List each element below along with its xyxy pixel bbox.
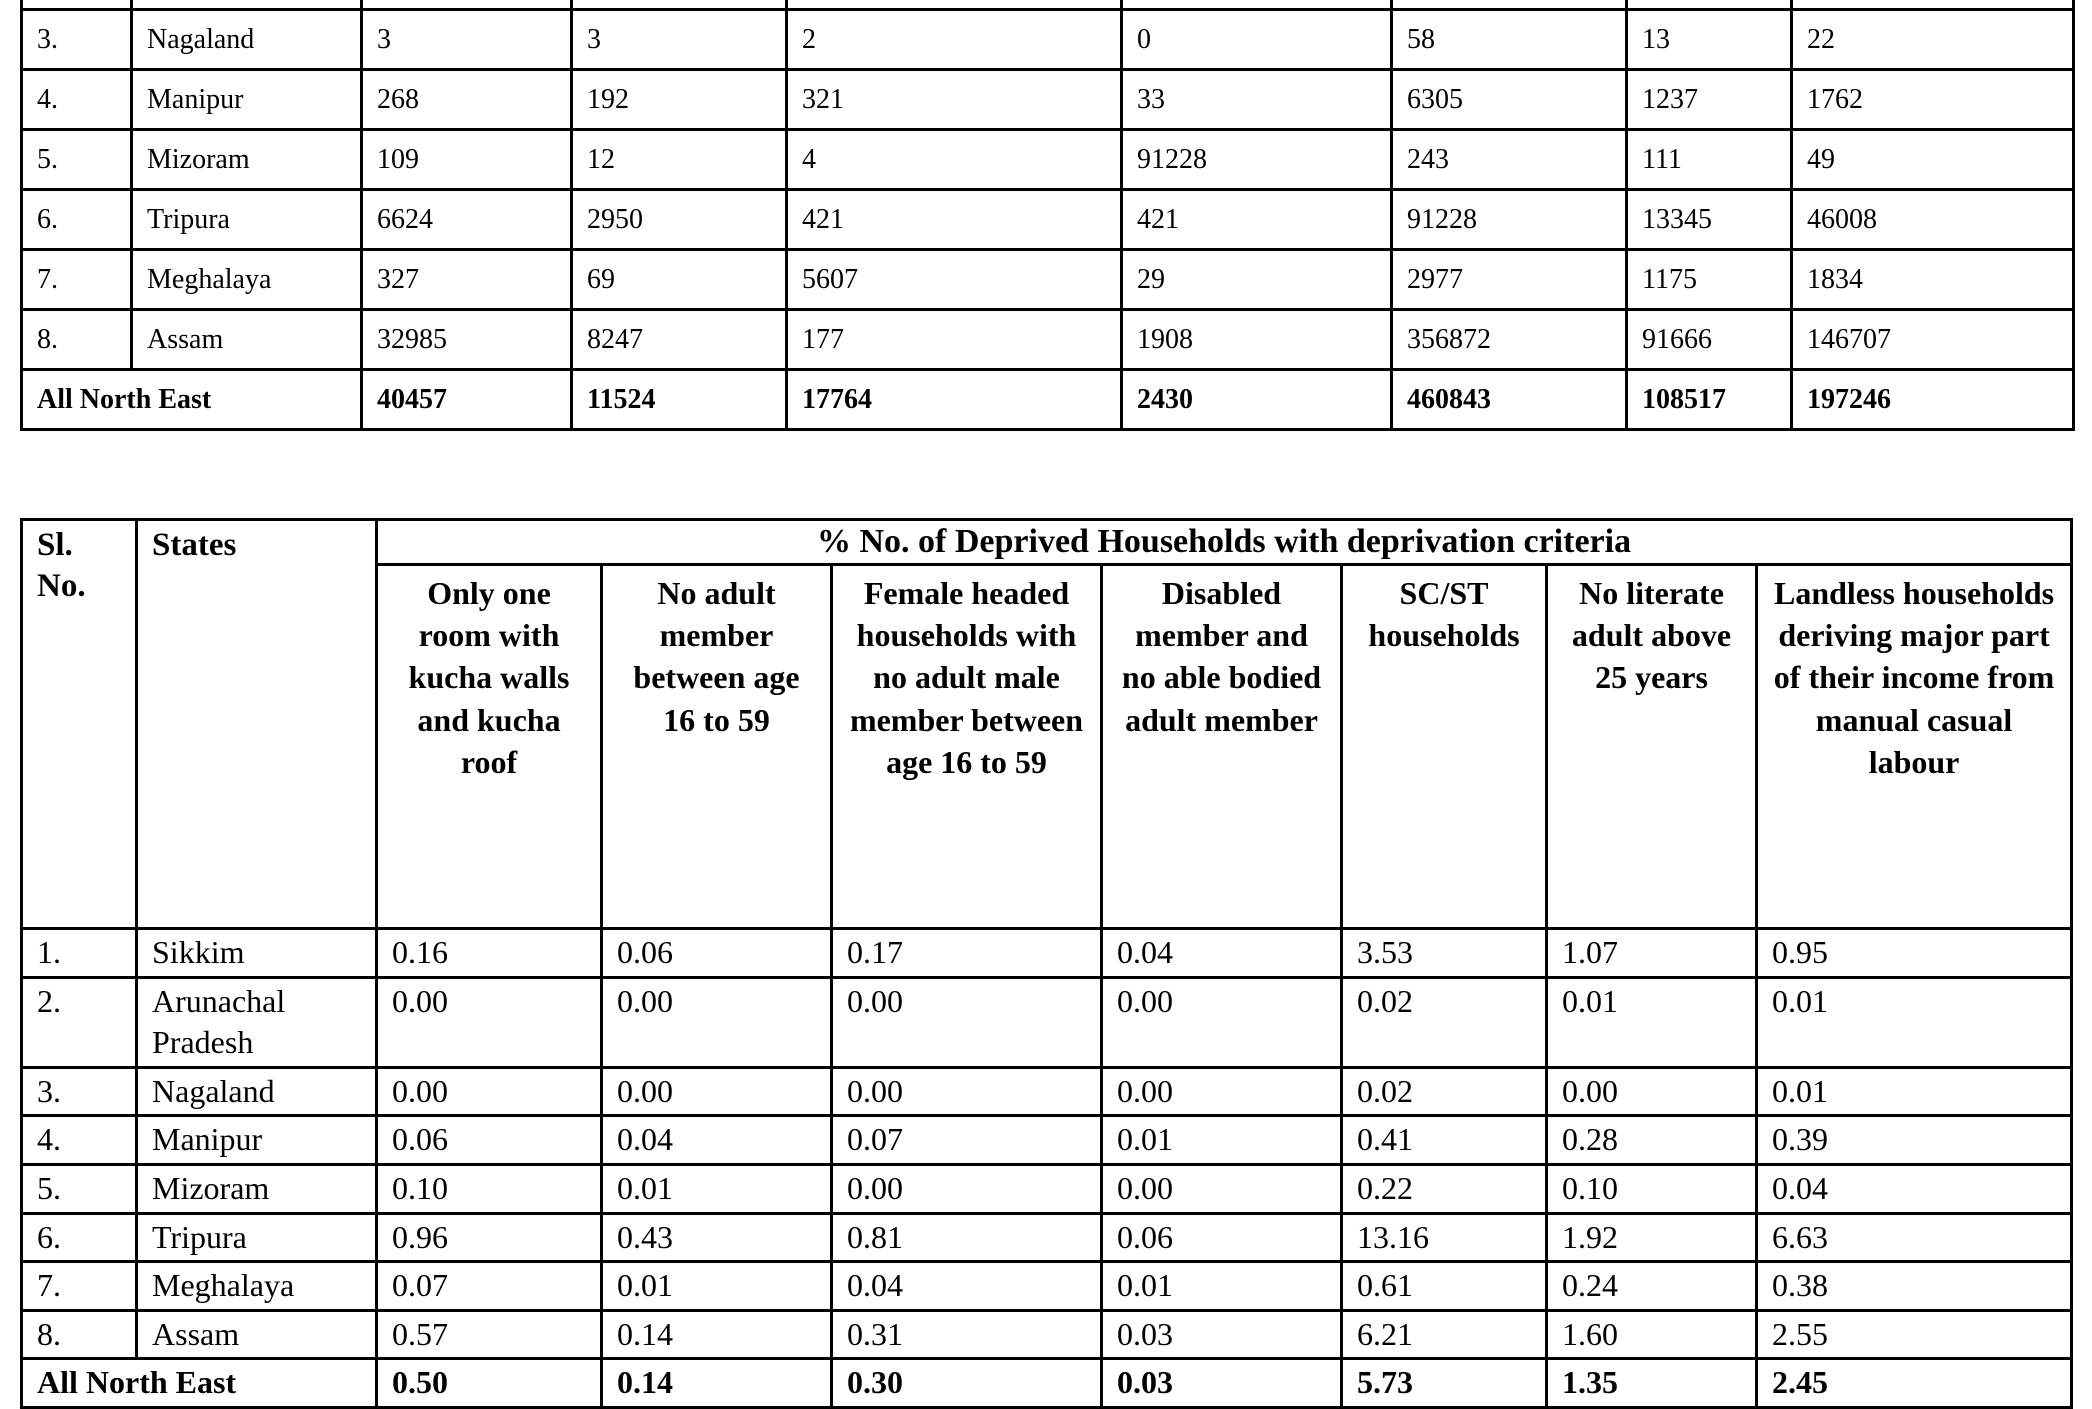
header-criterion-sc-st: SC/ST households [1342,565,1547,929]
table-row [22,1164,2072,1213]
row-value-cell: 2.55 [1757,1310,2072,1359]
clipped-partial-row [22,0,2074,10]
lower-table-section [20,518,2073,1409]
row-value-cell: 6.63 [1757,1213,2072,1262]
row-value-cell: 0.01 [1102,1262,1342,1311]
row-value-cell: 1762 [1792,70,2074,130]
row-value-cell: 0 [1122,10,1392,70]
row-state-name: Nagaland [132,10,362,70]
row-value-cell: 5607 [787,250,1122,310]
row-value-cell: 0.50 [377,1359,602,1408]
row-value-cell: 0.10 [377,1164,602,1213]
row-value-cell: 0.01 [1757,1067,2072,1116]
row-value-cell: 177 [787,310,1122,370]
row-value-cell: 4 [787,130,1122,190]
header-criterion-one-room-kucha: Only one room with kucha walls and kucha roof [377,565,602,929]
row-state-name: Tripura [137,1213,377,1262]
row-value-cell: 13 [1627,10,1792,70]
row-sl-no: 7. [22,1262,137,1311]
row-state-name: Arunachal Pradesh [137,977,377,1067]
row-state-name: Tripura [132,190,362,250]
table1-body [22,0,2074,430]
row-value-cell: 0.03 [1102,1359,1342,1408]
row-state-name: Assam [137,1310,377,1359]
row-value-cell: 1.92 [1547,1213,1757,1262]
row-value-cell: 0.06 [377,1116,602,1165]
row-value-cell: 1834 [1792,250,2074,310]
header-sl-no: Sl. No. [22,520,137,929]
table-total-row [22,1359,2072,1408]
row-value-cell: 0.61 [1342,1262,1547,1311]
row-value-cell: 0.16 [377,929,602,978]
row-value-cell: 3.53 [1342,929,1547,978]
row-value-cell: 0.22 [1342,1164,1547,1213]
row-value-cell: 2 [787,10,1122,70]
table-row [22,977,2072,1067]
row-value-cell: 0.57 [377,1310,602,1359]
table-row [22,130,2074,190]
row-value-cell: 13345 [1627,190,1792,250]
row-value-cell: 0.10 [1547,1164,1757,1213]
table-row [22,190,2074,250]
row-value-cell: 0.00 [1547,1067,1757,1116]
header-span-title: % No. of Deprived Households with deprivation criteria [377,520,2072,565]
row-value-cell: 2977 [1392,250,1627,310]
row-value-cell: 0.14 [602,1359,832,1408]
row-value-cell: 243 [1392,130,1627,190]
table-row [22,250,2074,310]
row-value-cell: 0.02 [1342,977,1547,1067]
row-state-name: Manipur [137,1116,377,1165]
row-sl-no: 7. [22,250,132,310]
row-state-name: Mizoram [137,1164,377,1213]
row-value-cell: 1175 [1627,250,1792,310]
row-value-cell: 13.16 [1342,1213,1547,1262]
row-sl-no: 2. [22,977,137,1067]
table-row [22,70,2074,130]
table-row [22,1310,2072,1359]
table-row [22,310,2074,370]
row-value-cell: 40457 [362,370,572,430]
row-value-cell: 0.00 [1102,1164,1342,1213]
table-row [22,1262,2072,1311]
row-value-cell: 3 [572,10,787,70]
upper-table-section [20,0,2075,431]
row-value-cell: 0.07 [377,1262,602,1311]
row-value-cell: 0.41 [1342,1116,1547,1165]
deprived-households-count-table [20,0,2075,431]
row-value-cell: 6305 [1392,70,1627,130]
row-value-cell: 12 [572,130,787,190]
deprived-households-percentage-table [20,518,2073,1409]
row-sl-no: 8. [22,310,132,370]
row-value-cell: 69 [572,250,787,310]
row-value-cell: 2430 [1122,370,1392,430]
row-value-cell: 0.14 [602,1310,832,1359]
clipped-cell [1627,0,1792,10]
row-total-label: All North East [22,370,362,430]
row-value-cell: 0.02 [1342,1067,1547,1116]
row-sl-no: 1. [22,929,137,978]
row-value-cell: 49 [1792,130,2074,190]
clipped-cell [572,0,787,10]
row-value-cell: 0.01 [1102,1116,1342,1165]
row-total-label: All North East [22,1359,377,1408]
row-value-cell: 1.07 [1547,929,1757,978]
header-states: States [137,520,377,929]
header-criterion-female-headed: Female headed households with no adult male member between age 16 to 59 [832,565,1102,929]
row-value-cell: 421 [787,190,1122,250]
row-value-cell: 146707 [1792,310,2074,370]
row-sl-no: 5. [22,1164,137,1213]
row-sl-no: 8. [22,1310,137,1359]
clipped-cell [787,0,1122,10]
row-value-cell: 0.43 [602,1213,832,1262]
row-value-cell: 1.60 [1547,1310,1757,1359]
row-state-name: Mizoram [132,130,362,190]
table2-header-row-1 [22,520,2072,565]
table2-header [22,520,2072,929]
row-value-cell: 6.21 [1342,1310,1547,1359]
row-sl-no: 6. [22,1213,137,1262]
row-value-cell: 0.01 [1547,977,1757,1067]
row-value-cell: 2.45 [1757,1359,2072,1408]
row-value-cell: 0.96 [377,1213,602,1262]
table-total-row [22,370,2074,430]
clipped-cell [1392,0,1627,10]
row-sl-no: 4. [22,1116,137,1165]
row-value-cell: 91228 [1122,130,1392,190]
row-value-cell: 0.28 [1547,1116,1757,1165]
header-criterion-disabled-member: Disabled member and no able bodied adult member [1102,565,1342,929]
row-value-cell: 0.00 [1102,977,1342,1067]
row-value-cell: 0.00 [832,1164,1102,1213]
row-value-cell: 29 [1122,250,1392,310]
row-value-cell: 0.31 [832,1310,1102,1359]
row-state-name: Meghalaya [137,1262,377,1311]
row-value-cell: 1237 [1627,70,1792,130]
row-value-cell: 197246 [1792,370,2074,430]
row-value-cell: 460843 [1392,370,1627,430]
row-value-cell: 421 [1122,190,1392,250]
row-value-cell: 0.03 [1102,1310,1342,1359]
row-value-cell: 8247 [572,310,787,370]
row-value-cell: 0.04 [832,1262,1102,1311]
clipped-cell [132,0,362,10]
row-value-cell: 0.39 [1757,1116,2072,1165]
row-value-cell: 0.30 [832,1359,1102,1408]
table-row [22,1213,2072,1262]
row-value-cell: 321 [787,70,1122,130]
row-value-cell: 192 [572,70,787,130]
row-state-name: Nagaland [137,1067,377,1116]
row-value-cell: 5.73 [1342,1359,1547,1408]
row-value-cell: 108517 [1627,370,1792,430]
row-value-cell: 0.01 [1757,977,2072,1067]
row-value-cell: 91228 [1392,190,1627,250]
header-criterion-no-adult-member: No adult member between age 16 to 59 [602,565,832,929]
table-row [22,1067,2072,1116]
row-value-cell: 0.24 [1547,1262,1757,1311]
row-state-name: Sikkim [137,929,377,978]
table-row [22,929,2072,978]
row-value-cell: 0.00 [832,1067,1102,1116]
row-value-cell: 0.38 [1757,1262,2072,1311]
row-value-cell: 1908 [1122,310,1392,370]
row-value-cell: 0.00 [377,1067,602,1116]
row-value-cell: 0.81 [832,1213,1102,1262]
clipped-cell [1792,0,2074,10]
row-value-cell: 17764 [787,370,1122,430]
row-value-cell: 0.06 [602,929,832,978]
row-value-cell: 0.01 [602,1164,832,1213]
row-sl-no: 5. [22,130,132,190]
row-value-cell: 0.00 [1102,1067,1342,1116]
row-value-cell: 0.00 [832,977,1102,1067]
row-value-cell: 268 [362,70,572,130]
row-value-cell: 0.07 [832,1116,1102,1165]
row-value-cell: 0.95 [1757,929,2072,978]
row-value-cell: 1.35 [1547,1359,1757,1408]
row-value-cell: 109 [362,130,572,190]
row-value-cell: 32985 [362,310,572,370]
clipped-cell [362,0,572,10]
row-value-cell: 0.04 [1757,1164,2072,1213]
row-sl-no: 4. [22,70,132,130]
row-value-cell: 22 [1792,10,2074,70]
row-value-cell: 0.04 [1102,929,1342,978]
row-value-cell: 2950 [572,190,787,250]
row-value-cell: 33 [1122,70,1392,130]
row-value-cell: 111 [1627,130,1792,190]
clipped-cell [1122,0,1392,10]
row-sl-no: 3. [22,10,132,70]
row-value-cell: 356872 [1392,310,1627,370]
table-row [22,10,2074,70]
row-value-cell: 91666 [1627,310,1792,370]
row-value-cell: 3 [362,10,572,70]
row-value-cell: 0.06 [1102,1213,1342,1262]
row-value-cell: 11524 [572,370,787,430]
row-value-cell: 0.04 [602,1116,832,1165]
row-value-cell: 0.17 [832,929,1102,978]
header-criterion-no-literate-adult: No literate adult above 25 years [1547,565,1757,929]
row-value-cell: 0.01 [602,1262,832,1311]
row-value-cell: 6624 [362,190,572,250]
row-value-cell: 0.00 [602,977,832,1067]
row-state-name: Manipur [132,70,362,130]
row-sl-no: 3. [22,1067,137,1116]
row-state-name: Meghalaya [132,250,362,310]
row-value-cell: 0.00 [377,977,602,1067]
row-value-cell: 327 [362,250,572,310]
row-sl-no: 6. [22,190,132,250]
row-value-cell: 46008 [1792,190,2074,250]
row-value-cell: 0.00 [602,1067,832,1116]
table2-body [22,929,2072,1408]
row-state-name: Assam [132,310,362,370]
clipped-cell [22,0,132,10]
table-row [22,1116,2072,1165]
header-criterion-landless: Landless households deriving major part of their income from manual casual labour [1757,565,2072,929]
row-value-cell: 58 [1392,10,1627,70]
